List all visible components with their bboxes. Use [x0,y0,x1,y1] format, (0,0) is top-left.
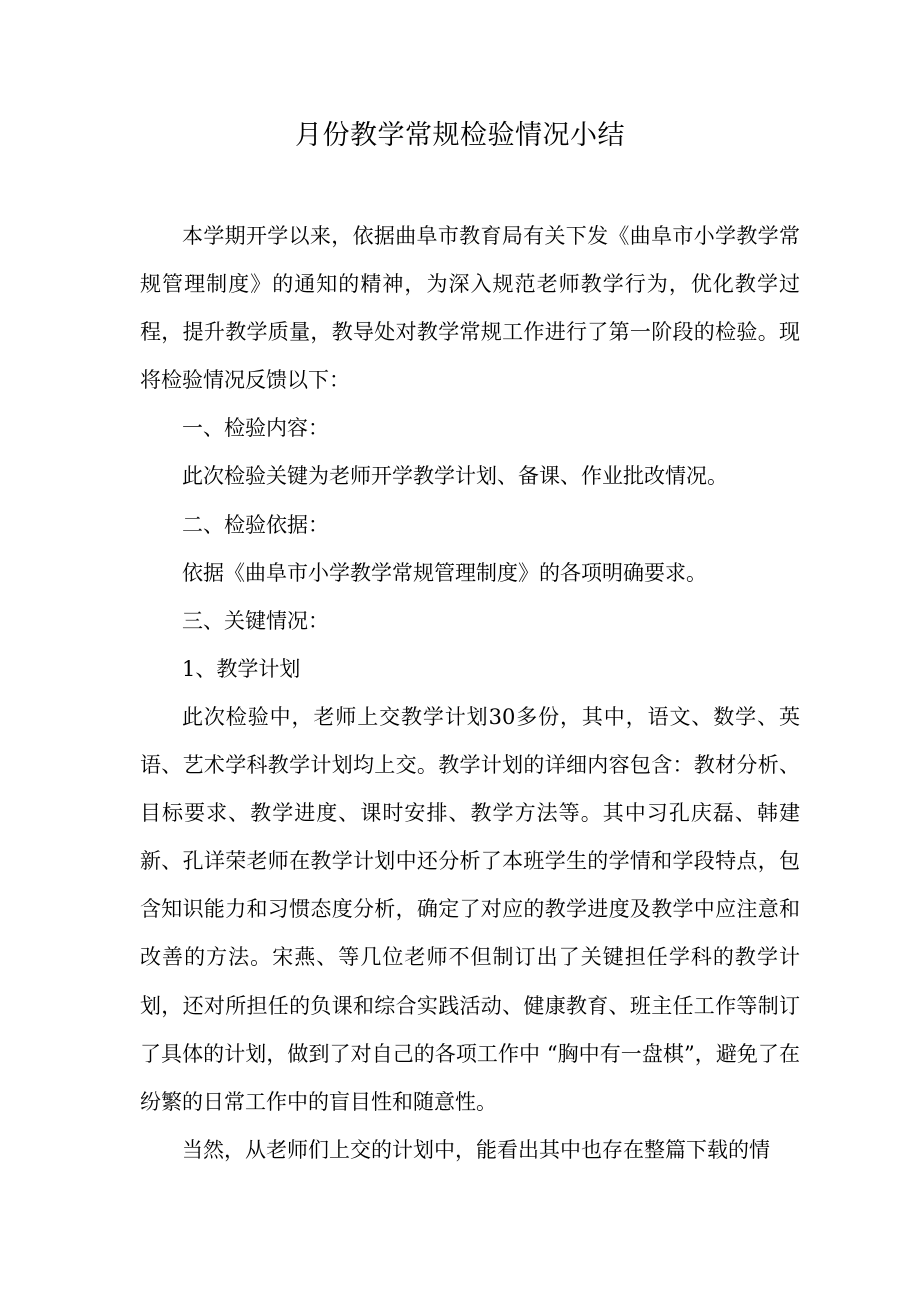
closing-paragraph: 当然，从老师们上交的计划中，能看出其中也存在整篇下载的情 [182,1137,770,1162]
section-heading-content: 一、检验内容： [182,416,329,441]
subsection-heading-plan: 1、教学计划 [182,656,301,681]
document-body [140,212,800,1174]
intro-paragraph: 本学期开学以来，依据曲阜市教育局有关下发《曲阜市小学教学常规管理制度》的通知的精神，为深入规范老师教学行为，优化教学过程，提升教学质量，教导处对教学常规工作进行了第一阶段的检验。现将检验情况反馈以下： [140,224,800,393]
plan-paragraph: 此次检验中，老师上交教学计划30多份，其中，语文、数学、英语、艺术学科教学计划均上交。教学计划的详细内容包含：教材分析、目标要求、教学进度、课时安排、教学方法等。其中习孔庆磊、韩建新、孔详荣老师在教学计划中还分析了本班学生的学情和学段特点，包含知识能力和习惯态度分析，确定了对应的教学进度及教学中应注意和改善的方法。宋燕、等几位老师不但制订出了关键担任学科的教学计划，还对所担任的负课和综合实践活动、健康教育、班主任工作等制订了具体的计划，做到了对自己的各项工作中 “胸中有一盘棋”，避免了在纷繁的日常工作中的盲目性和随意性。 [140,704,800,1114]
section-heading-basis: 二、检验依据： [182,512,329,537]
content-paragraph: 此次检验关键为老师开学教学计划、备课、作业批改情况。 [182,464,728,489]
section-heading-situation: 三、关键情况： [182,608,329,633]
basis-paragraph: 依据《曲阜市小学教学常规管理制度》的各项明确要求。 [182,560,707,585]
document-title: 月份教学常规检验情况小结 [295,120,625,151]
